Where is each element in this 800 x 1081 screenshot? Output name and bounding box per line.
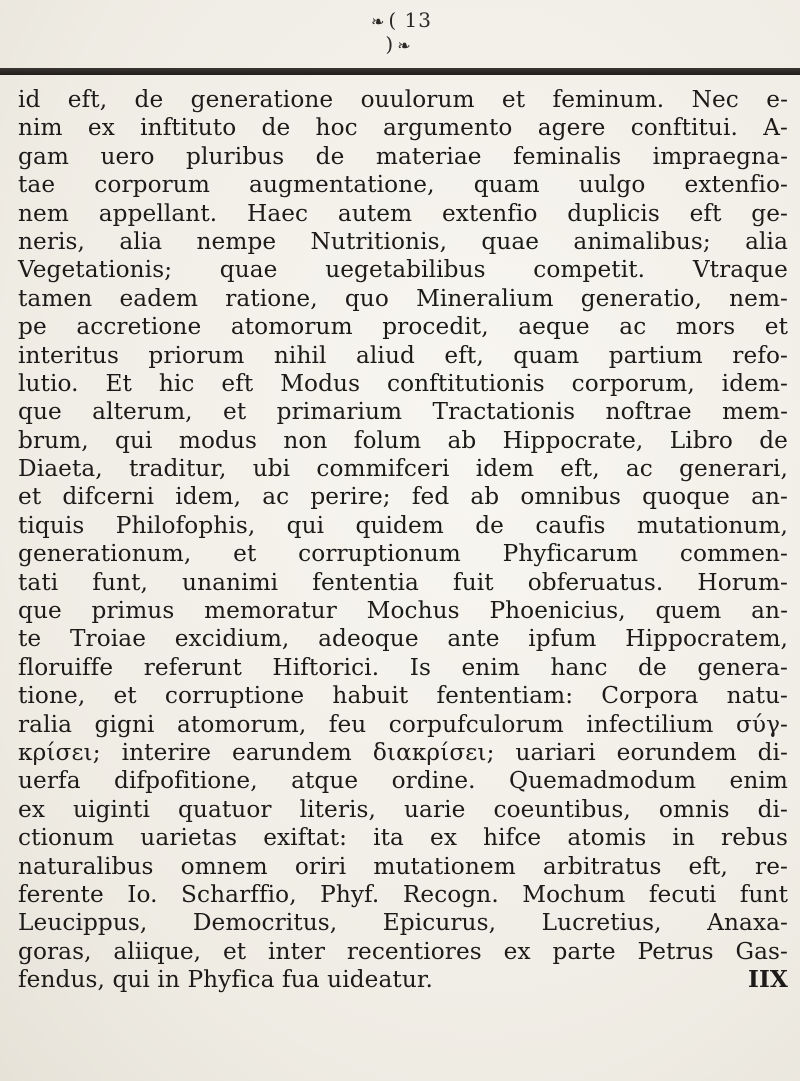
text-line: ferente Io. Scharffio, Phyf. Recogn. Mochum fecuti funt bbox=[18, 880, 788, 908]
text-line: ctionum uarietas exiftat: ita ex hifce atomis in rebus bbox=[18, 824, 788, 852]
fleuron-left-icon: ❧ bbox=[370, 12, 386, 31]
text-line: Vegetationis; quae uegetabilibus competit. Vtraque bbox=[18, 256, 788, 284]
text-line: uerfa difpofitione, atque ordine. Quemadmodum enim bbox=[18, 767, 788, 795]
text-line: et difcerni idem, ac perire; fed ab omnibus quoque an- bbox=[18, 483, 788, 511]
text-line: neris, alia nempe Nutritionis, quae animalibus; alia bbox=[18, 227, 788, 255]
text-line: que alterum, et primarium Tractationis noftrae mem- bbox=[18, 398, 788, 426]
text-line: tiquis Philofophis, qui quidem de caufis mutationum, bbox=[18, 511, 788, 539]
text-line: tamen eadem ratione, quo Mineralium generatio, nem- bbox=[18, 284, 788, 312]
text-line: que primus memoratur Mochus Phoenicius, quem an- bbox=[18, 597, 788, 625]
text-line: te Troiae excidium, adeoque ante ipfum Hippocratem, bbox=[18, 625, 788, 653]
text-line: κρίσει; interire earundem διακρίσει; uariari eorundem di- bbox=[18, 738, 788, 766]
text-line: Leucippus, Democritus, Epicurus, Lucretius, Anaxa- bbox=[18, 909, 788, 937]
text-line: naturalibus omnem oriri mutationem arbitratus eft, re- bbox=[18, 852, 788, 880]
page-header bbox=[0, 0, 800, 92]
text-line: pe accretione atomorum procedit, aeque ac mors et bbox=[18, 313, 788, 341]
body-text bbox=[18, 86, 788, 995]
text-line: brum, qui modus non folum ab Hippocrate, Libro de bbox=[18, 426, 788, 454]
text-line: gam uero pluribus de materiae feminalis impraegna- bbox=[18, 142, 788, 170]
text-line: interitus priorum nihil aliud eft, quam partium refo- bbox=[18, 341, 788, 369]
page-number-text: ( 13 ) bbox=[385, 8, 432, 56]
text-line: tae corporum augmentatione, quam uulgo extenfio- bbox=[18, 171, 788, 199]
text-line-last bbox=[18, 966, 788, 994]
text-line: tati funt, unanimi fententia fuit obferuatus. Horum- bbox=[18, 568, 788, 596]
last-line-text: fendus, qui in Phyfica fua uideatur. bbox=[18, 966, 433, 994]
text-line: tione, et corruptione habuit fententiam: Corpora natu- bbox=[18, 682, 788, 710]
text-line: ralia gigni atomorum, feu corpufculorum infectilium σύγ- bbox=[18, 710, 788, 738]
page-number bbox=[365, 8, 435, 56]
text-line: generationum, et corruptionum Phyficarum commen- bbox=[18, 540, 788, 568]
fleuron-right-icon: ❧ bbox=[397, 36, 412, 55]
header-rule bbox=[0, 68, 800, 75]
text-line: nim ex inftituto de hoc argumento agere conftitui. A- bbox=[18, 114, 788, 142]
text-line: floruiffe referunt Hiftorici. Is enim hanc de genera- bbox=[18, 653, 788, 681]
text-line: nem appellant. Haec autem extenfio duplicis eft ge- bbox=[18, 199, 788, 227]
catchword: IIX bbox=[748, 966, 788, 994]
text-line: goras, aliique, et inter recentiores ex parte Petrus Gas- bbox=[18, 937, 788, 965]
text-line: ex uiginti quatuor literis, uarie coeuntibus, omnis di- bbox=[18, 795, 788, 823]
text-line: Diaeta, traditur, ubi commifceri idem eft, ac generari, bbox=[18, 455, 788, 483]
text-line: id eft, de generatione ouulorum et feminum. Nec e- bbox=[18, 86, 788, 113]
text-line: lutio. Et hic eft Modus conftitutionis corporum, idem- bbox=[18, 369, 788, 397]
